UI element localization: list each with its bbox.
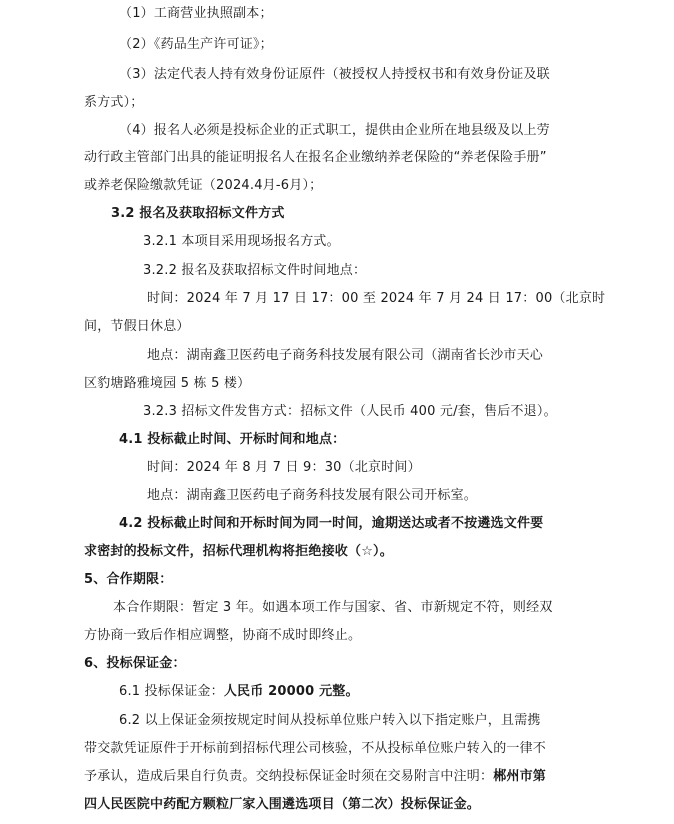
bid-deadline-time: 时间：2024 年 8 月 7 日 9：30（北京时间） — [147, 460, 421, 475]
section-6-2-line-1: 6.2 以上保证金须按规定时间从投标单位账户转入以下指定账户，且需携 — [119, 713, 541, 728]
requirement-item-1: （1）工商营业执照副本； — [119, 6, 273, 21]
requirement-item-3-line-2: 系方式）； — [84, 95, 144, 110]
registration-place-line-2: 区豹塘路雅境园 5 栋 5 楼） — [84, 376, 251, 391]
requirement-item-2: （2）《药品生产许可证》； — [119, 37, 273, 52]
section-3-2-1: 3.2.1 本项目采用现场报名方式。 — [143, 234, 340, 249]
section-6-2-line-4: 四人民医院中药配方颗粒厂家入围遴选项目（第二次）投标保证金。 — [84, 797, 481, 812]
deposit-amount: 人民币 20000 元整。 — [223, 684, 359, 699]
bid-opening-place: 地点：湖南鑫卫医药电子商务科技发展有限公司开标室。 — [147, 488, 478, 503]
deposit-note-project-start: 郴州市第 — [493, 769, 547, 784]
cooperation-period-line-1: 本合作期限：暂定 3 年。如遇本项工作与国家、省、市新规定不符，则经双 — [113, 600, 553, 615]
section-3-2-3: 3.2.3 招标文件发售方式：招标文件（人民币 400 元/套，售后不退）。 — [143, 404, 557, 419]
section-4-1-heading: 4.1 投标截止时间、开标时间和地点： — [119, 432, 346, 447]
section-6-2-line-2: 带交款凭证原件于开标前到招标代理公司核验，不从投标单位账户转入的一律不 — [84, 741, 547, 756]
section-4-2-line-1: 4.2 投标截止时间和开标时间为同一时间，逾期送达或者不按遴选文件要 — [119, 516, 544, 531]
section-3-2-2: 3.2.2 报名及获取招标文件时间地点： — [143, 263, 367, 278]
cooperation-period-line-2: 方协商一致后作相应调整，协商不成时即终止。 — [84, 628, 362, 643]
section-6-1 — [119, 684, 359, 700]
requirement-item-3-line-1: （3）法定代表人持有效身份证原件（被授权人持授权书和有效身份证及联 — [119, 67, 550, 82]
requirement-item-4-line-3: 或养老保险缴款凭证（2024.4月-6月）； — [84, 178, 323, 193]
section-6-2-line-3 — [84, 769, 546, 785]
registration-place-line-1: 地点：湖南鑫卫医药电子商务科技发展有限公司（湖南省长沙市天心 — [147, 348, 544, 363]
section-5-heading: 5、合作期限： — [84, 572, 173, 587]
section-6-heading: 6、投标保证金： — [84, 656, 186, 671]
deposit-label: 6.1 投标保证金： — [119, 684, 224, 699]
section-4-2-line-2: 求密封的投标文件，招标代理机构将拒绝接收（☆）。 — [84, 544, 393, 559]
requirement-item-4-line-2: 动行政主管部门出具的能证明报名人在报名企业缴纳养老保险的“养老保险手册” — [84, 150, 547, 165]
deposit-note-text: 予承认，造成后果自行负责。交纳投标保证金时须在交易附言中注明： — [84, 769, 494, 784]
registration-time-line-1: 时间：2024 年 7 月 17 日 17：00 至 2024 年 7 月 24 日 17：00（北京时 — [147, 291, 606, 306]
requirement-item-4-line-1: （4）报名人必须是投标企业的正式职工，提供由企业所在地县级及以上劳 — [119, 123, 550, 138]
registration-time-line-2: 间，节假日休息） — [84, 319, 190, 334]
section-3-2-heading: 3.2 报名及获取招标文件方式 — [111, 206, 285, 221]
